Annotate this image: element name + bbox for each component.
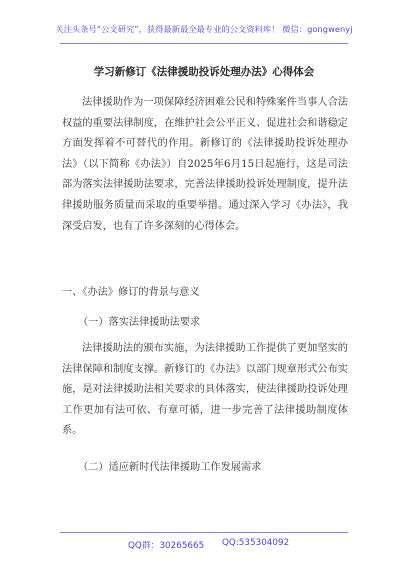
section-heading-1: 一、《办法》修订的背景与意义	[62, 287, 200, 298]
qq-number: QQ:535304092	[222, 538, 290, 548]
subsection-heading-2: （二）适应新时代法律援助工作发展需求	[78, 462, 262, 473]
intro-paragraph: 法律援助作为一项保障经济困难公民和特殊案件当事人合法权益的重要法律制度，在维护社会公平正义、促进社会和谐稳定方面发挥着不可替代的作用。新修订的《法律援助投诉处理办法》（以下简称《办法》）自2025年6月15日起施行，这是司法部为落实法律援助法要求，完善法律援助投诉处理制度，提升法律援助服务质量而采取的重要举措。通过深入学习《办法》，我深受启发，也有了许多深刻的心得体会。	[62, 97, 348, 232]
qq-group-number: QQ群：30265665	[128, 541, 205, 551]
subsection-heading-1: （一）落实法律援助法要求	[78, 317, 201, 328]
header-divider	[60, 43, 348, 44]
subsection-1-paragraph: 法律援助法的颁布实施，为法律援助工作提供了更加坚实的法律保障和制度支撑。新修订的《办法》以部门规章形式公布实施，是对法律援助法相关要求的具体落实，使法律援助投诉处理工作更加有法可依、有章可循，进一步完善了法律援助制度体系。	[62, 343, 348, 437]
document-title: 学习新修订《法律援助投诉处理办法》心得体会	[93, 66, 315, 78]
header-notice: 关注头条号“公文研究”，获得最新最全最专业的公文资料库！ 微信：gongwenyj	[55, 24, 353, 34]
footer-divider	[60, 532, 348, 533]
